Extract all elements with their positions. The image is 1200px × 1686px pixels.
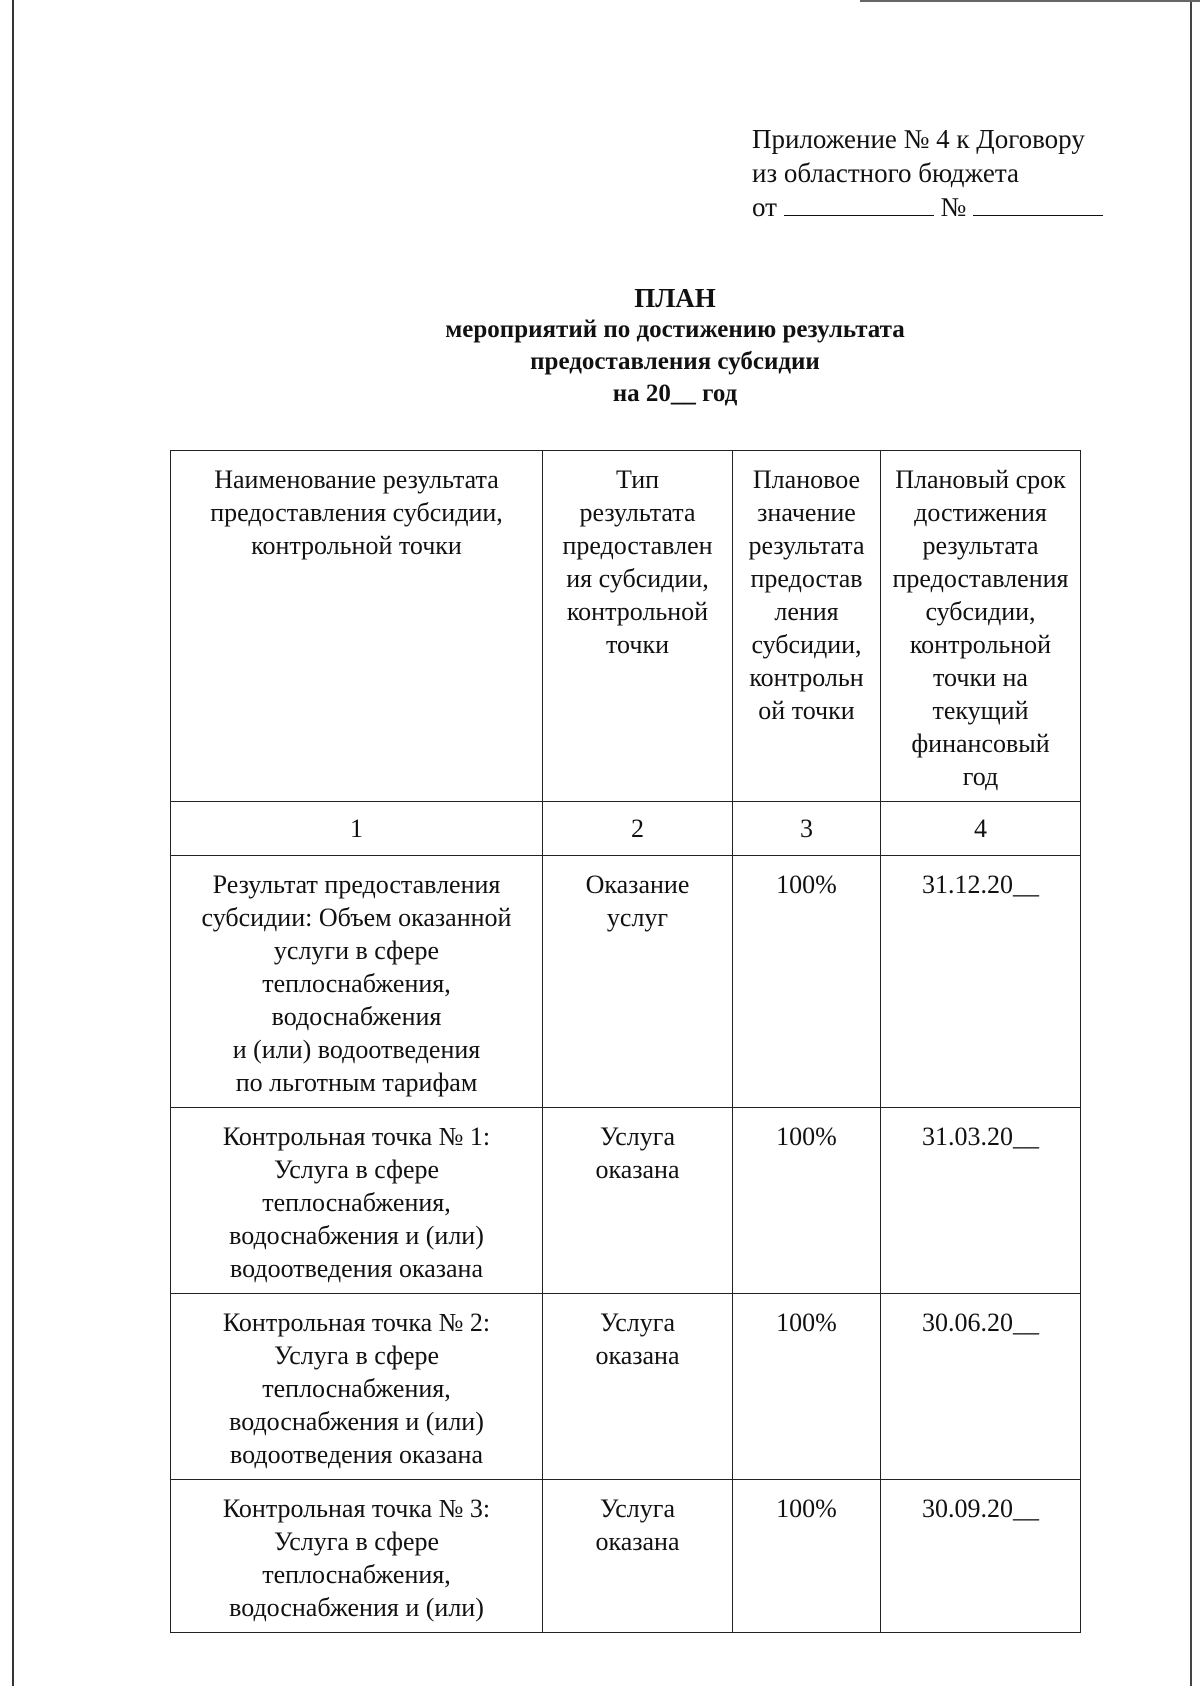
row-deadline-cell: 31.12.20__ (881, 856, 1081, 1108)
title-line-3: на 20__ год (612, 380, 738, 407)
row-value-cell: 100% (733, 1108, 881, 1294)
row-name-cell: Результат предоставления субсидии: Объем оказанной услуги в сфере теплоснабжения, водоснабжения и (или) водоотведения по льготным тарифам (171, 856, 543, 1108)
row-type-cell: Услуга оказана (543, 1480, 733, 1633)
row-deadline-cell: 30.09.20__ (881, 1480, 1081, 1633)
column-number: 2 (543, 802, 733, 856)
title-line-2: предоставления субсидии (530, 348, 820, 375)
appendix-header (752, 122, 1172, 224)
number-label: № (940, 192, 967, 222)
number-blank (973, 193, 1103, 216)
document-title (300, 282, 1050, 410)
from-label: от (752, 192, 777, 222)
table-row (171, 1294, 1081, 1480)
title-line-1: мероприятий по достижению результата (445, 316, 905, 343)
plan-heading: ПЛАН (634, 283, 716, 313)
table-row (171, 1108, 1081, 1294)
row-value-cell: 100% (733, 1294, 881, 1480)
scan-edge-left (12, 0, 14, 1686)
table-header-row (171, 451, 1081, 802)
scan-edge-right (1190, 0, 1192, 1686)
appendix-line-2: из областного бюджета (752, 158, 1019, 188)
row-value-cell: 100% (733, 856, 881, 1108)
table-row (171, 856, 1081, 1108)
row-name-cell: Контрольная точка № 3: Услуга в сфере теплоснабжения, водоснабжения и (или) (171, 1480, 543, 1633)
table-row (171, 1480, 1081, 1633)
row-deadline-cell: 31.03.20__ (881, 1108, 1081, 1294)
column-number: 4 (881, 802, 1081, 856)
header-cell-value: Плановое значение результата предостав ления субсидии, контрольн ой точки (733, 451, 881, 802)
column-number-row (171, 802, 1081, 856)
row-type-cell: Услуга оказана (543, 1294, 733, 1480)
header-cell-type: Тип результата предоставлен ия субсидии, контрольной точки (543, 451, 733, 802)
row-deadline-cell: 30.06.20__ (881, 1294, 1081, 1480)
scan-edge-top (860, 0, 1200, 2)
row-name-cell: Контрольная точка № 2: Услуга в сфере теплоснабжения, водоснабжения и (или) водоотведения оказана (171, 1294, 543, 1480)
appendix-date-number-line (752, 190, 1172, 224)
date-blank (784, 193, 934, 216)
row-type-cell: Оказание услуг (543, 856, 733, 1108)
row-value-cell: 100% (733, 1480, 881, 1633)
column-number: 3 (733, 802, 881, 856)
header-cell-deadline: Плановый срок достижения результата предоставления субсидии, контрольной точки на текущий финансовый год (881, 451, 1081, 802)
plan-table (170, 450, 1081, 1633)
column-number: 1 (171, 802, 543, 856)
row-type-cell: Услуга оказана (543, 1108, 733, 1294)
appendix-line-1: Приложение № 4 к Договору (752, 124, 1085, 154)
row-name-cell: Контрольная точка № 1: Услуга в сфере теплоснабжения, водоснабжения и (или) водоотведения оказана (171, 1108, 543, 1294)
header-cell-name: Наименование результата предоставления субсидии, контрольной точки (171, 451, 543, 802)
